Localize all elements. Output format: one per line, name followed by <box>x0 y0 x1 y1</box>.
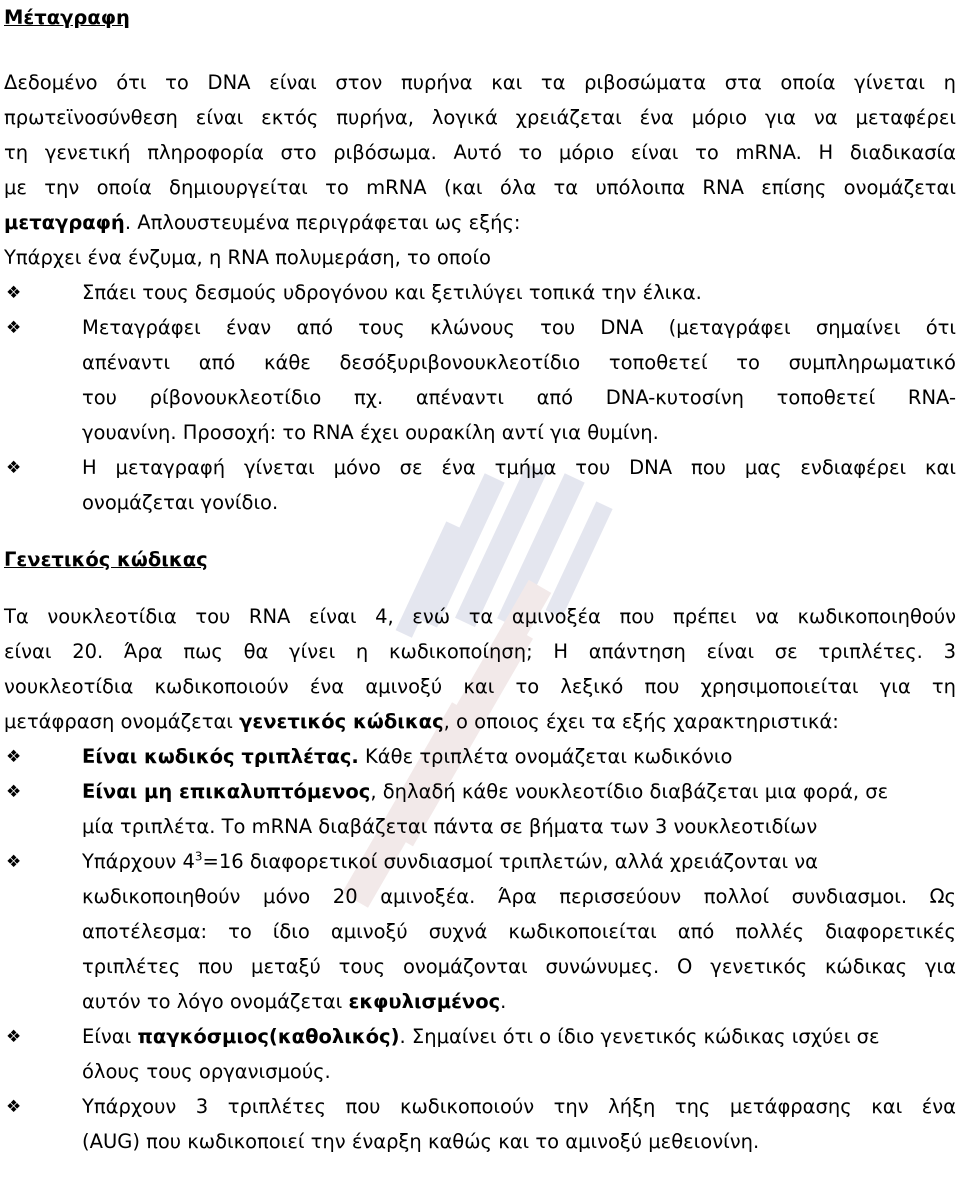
bullet-continuation <box>4 984 956 1019</box>
bullet-continuation: αποτέλεσμα: το ίδιο αμινοξύ συχνά κωδικοποιείται από πολλές διαφορετικές <box>82 920 956 943</box>
paragraph-text: , ο οποιος έχει τα εξής χαρακτηριστικά: <box>443 710 839 733</box>
bullet-bold-text: Είναι μη επικαλυπτόμενος <box>82 780 371 803</box>
term-transcription: μεταγραφή <box>4 211 125 234</box>
bullet-continuation: κωδικοποιηθούν μόνο 20 αμινοξέα. Άρα περισσεύουν πολλοί συνδιασμοι. Ως <box>82 885 956 908</box>
paragraph-text: . Απλουστευμένα περιγράφεται ως εξής: <box>124 211 521 234</box>
bullet-item <box>4 1019 956 1054</box>
bullet-bold-text: Είναι κωδικός τριπλέτας. <box>82 745 359 768</box>
paragraph-line: νουκλεοτίδια κωδικοποιούν ένα αμινοξύ και το λεξικό που χρησιμοποιείται για τη <box>4 675 956 698</box>
bullet-text: , δηλαδή κάθε νουκλεοτίδιο διαβάζεται μια φορά, σε <box>370 780 889 803</box>
bullet-item <box>4 450 956 485</box>
bullet-continuation: (AUG) που κωδικοποιεί την έναρξη καθώς και το αμινοξύ μεθειονίνη. <box>82 1130 760 1153</box>
bullet-text: . Σημαίνει ότι ο ίδιο γενετικός κώδικας ισχύει σε <box>399 1025 880 1048</box>
bullet-text: Υπάρχουν 4 <box>82 850 195 873</box>
bullet-continuation: μία τριπλέτα. Το mRNA διαβάζεται πάντα σε βήματα των 3 νουκλεοτιδίων <box>82 815 818 838</box>
bullet-continuation: του ρίβονουκλεοτίδιο πχ. απέναντι από DNA-κυτοσίνη τοποθετεί RNA- <box>82 386 956 409</box>
bullet-text: =16 διαφορετικοί συνδιασμοί τριπλετών, αλλά χρειάζονται να <box>202 850 818 873</box>
bullet-icon: ❖ <box>6 782 22 802</box>
bullet-icon: ❖ <box>6 318 22 338</box>
paragraph-line: είναι 20. Άρα πως θα γίνει η κωδικοποίηση; Η απάντηση είναι σε τριπλέτες. 3 <box>4 640 956 663</box>
bullet-icon: ❖ <box>6 283 22 303</box>
superscript: 3 <box>194 849 203 864</box>
bullet-icon: ❖ <box>6 458 22 478</box>
paragraph-line: πρωτεϊνοσύνθεση είναι εκτός πυρήνα, λογικά χρειάζεται ένα μόριο για να μεταφέρει <box>4 106 956 129</box>
term-degenerate: εκφυλισμένος <box>348 990 501 1013</box>
bullet-item <box>4 844 956 879</box>
document-body <box>4 0 956 1159</box>
bullet-continuation: όλους τους οργανισμούς. <box>82 1060 331 1083</box>
bullet-text: Είναι <box>82 1025 138 1048</box>
bullet-item <box>4 774 956 809</box>
bullet-item <box>4 739 956 774</box>
paragraph-line: Υπάρχει ένα ένζυμα, η RNA πολυμεράση, το οποίο <box>4 246 491 269</box>
bullet-text: Μεταγράφει έναν από τους κλώνους του DNA (μεταγράφει σημαίνει ότι <box>82 316 956 339</box>
term-genetic-code: γενετικός κώδικας <box>239 710 444 733</box>
bullet-continuation: απέναντι από κάθε δεσόξυριβονουκλεοτίδιο τοποθετεί το συμπληρωματικό <box>82 351 956 374</box>
bullet-icon: ❖ <box>6 1027 22 1047</box>
bullet-text: Υπάρχουν 3 τριπλέτες που κωδικοποιούν την λήξη της μετάφρασης και ένα <box>82 1095 956 1118</box>
heading-genetic-code: Γενετικός κώδικας <box>4 548 208 571</box>
bullet-text: Σπάει τους δεσμούς υδρογόνου και ξετιλύγει τοπικά την έλικα. <box>82 281 702 304</box>
paragraph-line: Τα νουκλεοτίδια του RNA είναι 4, ενώ τα αμινοξέα που πρέπει να κωδικοποιηθούν <box>4 605 956 628</box>
bullet-continuation: ονομάζεται γονίδιο. <box>82 491 279 514</box>
bullet-icon: ❖ <box>6 747 22 767</box>
paragraph-line: Δεδομένο ότι το DNA είναι στον πυρήνα και τα ριβοσώματα στα οποία γίνεται η <box>4 71 956 94</box>
paragraph-text: μετάφραση ονομάζεται <box>4 710 240 733</box>
term-universal: παγκόσμιος(καθολικός) <box>137 1025 400 1048</box>
paragraph-line <box>4 205 956 240</box>
bullet-text: αυτόν το λόγο ονομάζεται <box>82 990 349 1013</box>
paragraph-line: τη γενετική πληροφορία στο ριβόσωμα. Αυτό το μόριο είναι το mRNA. Η διαδικασία <box>4 141 956 164</box>
bullet-text: Κάθε τριπλέτα ονομάζεται κωδικόνιο <box>358 745 733 768</box>
bullet-continuation: γουανίνη. Προσοχή: το RNA έχει ουρακίλη αντί για θυμίνη. <box>82 421 659 444</box>
bullet-text: . <box>500 990 507 1013</box>
bullet-icon: ❖ <box>6 1097 22 1117</box>
paragraph-line <box>4 704 956 739</box>
bullet-icon: ❖ <box>6 852 22 872</box>
paragraph-line: με την οποία δημιουργείται το mRNA (και όλα τα υπόλοιπα RNA επίσης ονομάζεται <box>4 176 956 199</box>
bullet-item <box>4 275 956 310</box>
heading-transcription: Μέταγραφη <box>4 6 130 29</box>
bullet-continuation: τριπλέτες που μεταξύ τους ονομάζονται συνώνυμες. Ο γενετικός κώδικας για <box>82 955 956 978</box>
bullet-item <box>4 310 956 345</box>
bullet-text: Η μεταγραφή γίνεται μόνο σε ένα τμήμα του DNA που μας ενδιαφέρει και <box>82 456 956 479</box>
bullet-item <box>4 1089 956 1124</box>
